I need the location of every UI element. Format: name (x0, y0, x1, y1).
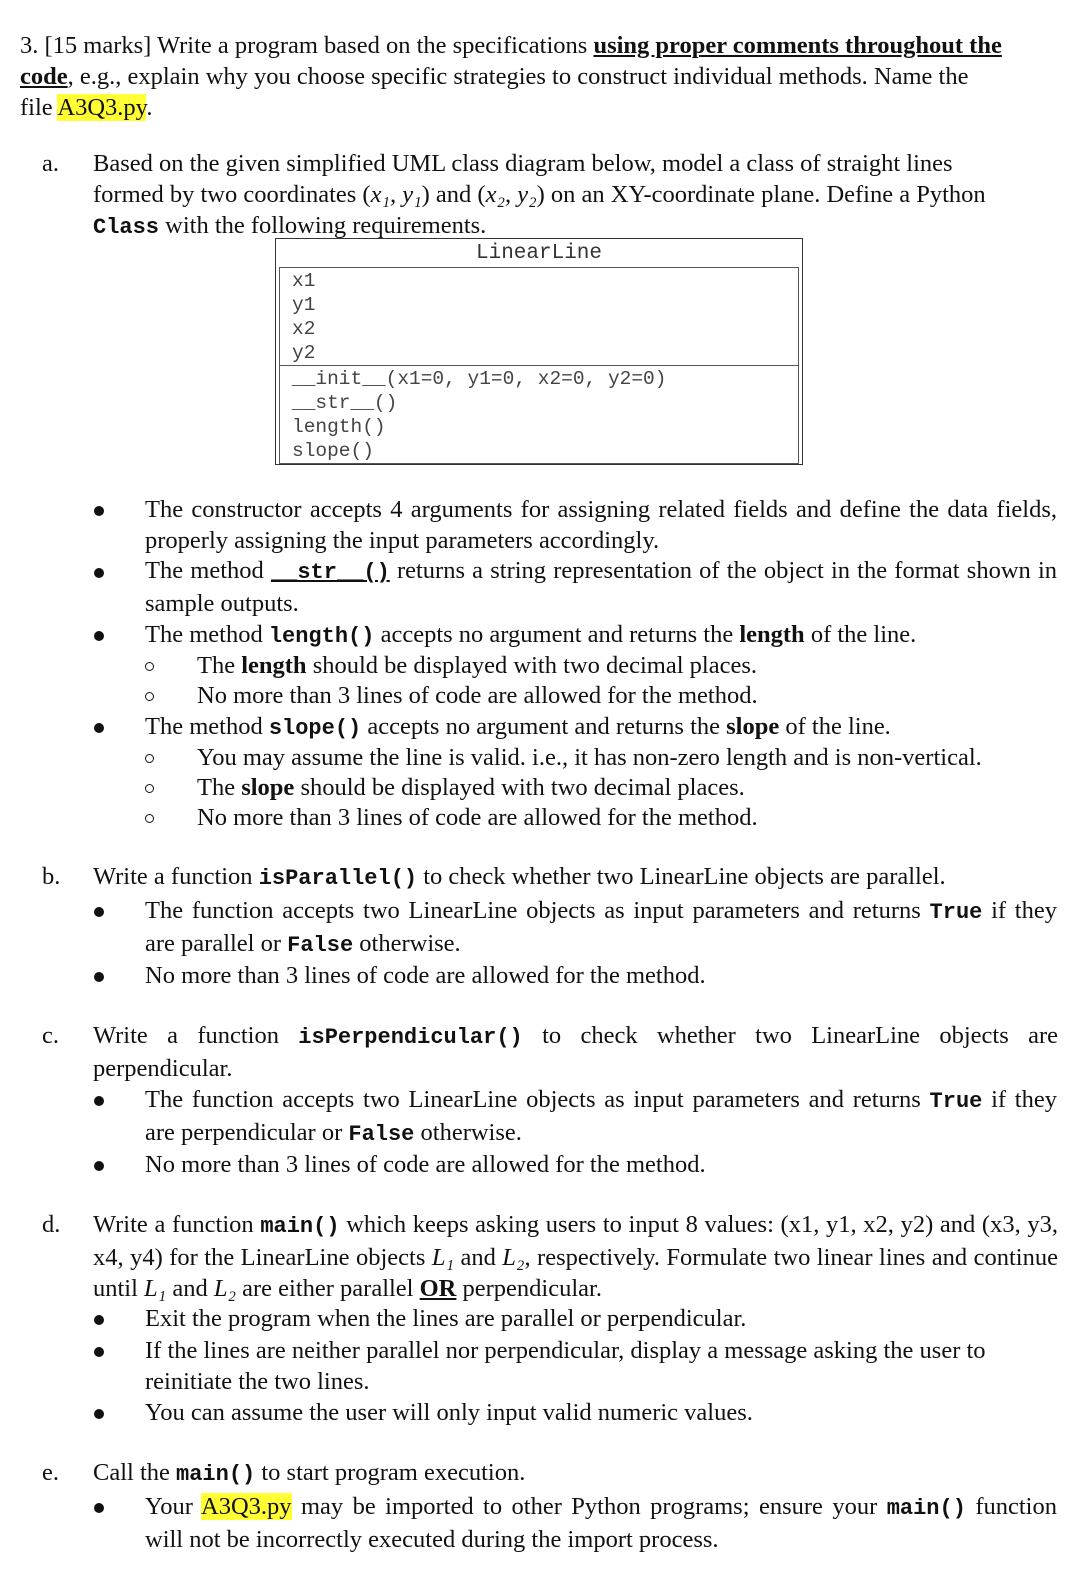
part-e-intro (93, 1457, 1058, 1490)
text: Your (145, 1493, 201, 1520)
text: are either parallel (235, 1275, 420, 1302)
code-false: False (348, 1122, 415, 1147)
uml-field: x1 (292, 270, 316, 292)
part-a-intro-line-1: Based on the given simplified UML class diagram below, model a class of straight lines (93, 150, 953, 177)
line-l2: L₂ (213, 1275, 236, 1302)
header-line-1 (20, 30, 1060, 61)
sub-bullet-icon (145, 814, 154, 823)
header-line-2 (20, 61, 1060, 92)
text: may be imported to other Python programs; ensure your (291, 1493, 887, 1520)
header-line-3 (20, 92, 1060, 123)
bullet-icon (94, 723, 104, 733)
sub-bullet-icon (145, 784, 154, 793)
text: to start program execution. (255, 1459, 526, 1486)
text: Write a function (93, 1211, 261, 1238)
uml-method: length() (292, 416, 386, 438)
bold-term: length (739, 621, 805, 648)
part-a-bullet-3-sub-1 (197, 650, 1057, 681)
code-length: length() (268, 624, 375, 649)
line-l1: L₁ (144, 1275, 167, 1302)
text: otherwise. (353, 930, 461, 957)
part-d-letter: d. (42, 1211, 61, 1238)
text: accepts no argument and returns the (361, 713, 727, 740)
text: The method (145, 713, 269, 740)
text: The (197, 774, 242, 801)
part-c-letter: c. (42, 1022, 59, 1049)
text: Write a function (93, 1022, 299, 1049)
text: of the line. (779, 713, 891, 740)
uml-method: __init__(x1=0, y1=0, x2=0, y2=0) (292, 368, 667, 390)
part-a-bullet-1: The constructor accepts 4 arguments for assigning related fields and define the data fields, properly assigning the input parameters accordingly. (145, 496, 1057, 554)
part-a-bullet-4-sub-1: You may assume the line is valid. i.e., it has non-zero length and is non-vertical. (197, 744, 982, 771)
sub-bullet-icon (145, 662, 154, 671)
part-a-bullet-4-sub-2 (197, 772, 1057, 803)
code-str: __str__() (270, 560, 390, 585)
bullet-icon (94, 972, 104, 982)
part-b-letter: b. (42, 863, 61, 890)
part-e-letter: e. (42, 1459, 59, 1486)
bullet-icon (94, 631, 104, 641)
text: The function accepts two LinearLine objects as input parameters and returns (145, 897, 930, 924)
bullet-icon (94, 1096, 104, 1106)
part-d-bullet-1: Exit the program when the lines are parallel or perpendicular. (145, 1305, 747, 1332)
text: The method (145, 557, 271, 584)
uml-field: y2 (292, 342, 316, 364)
question-header (20, 30, 1060, 123)
bullet-icon (94, 506, 104, 516)
uml-fields-box (279, 267, 799, 366)
bullet-icon (94, 1161, 104, 1171)
code-true: True (929, 1089, 983, 1114)
line-l1: L₁ (431, 1244, 454, 1271)
uml-class-diagram (275, 238, 803, 465)
text: should be displayed with two decimal places. (294, 774, 745, 801)
text: which keeps asking users to input 8 values: (x1, y1, x2, y2) and (x3, y3, x4, y4) for the LinearLine objects (93, 1211, 1058, 1271)
emphasis-underlined: using proper comments throughout the (593, 32, 1002, 59)
code-main: main() (176, 1462, 256, 1487)
text: to check whether two LinearLine objects are parallel. (417, 863, 946, 890)
text: perpendicular. (456, 1275, 602, 1302)
bullet-icon (94, 1409, 104, 1419)
text: ) on an XY-coordinate plane. Define a Python (536, 181, 986, 208)
code-isparallel: isParallel() (258, 866, 418, 891)
uml-method: slope() (292, 440, 374, 462)
part-a-bullet-2 (145, 555, 1057, 619)
uml-field: x2 (292, 318, 316, 340)
header-text-2: , e.g., explain why you choose specific strategies to construct individual methods. Name the (67, 63, 969, 90)
bullet-icon (94, 568, 104, 578)
emphasis-underlined-2: code (20, 63, 68, 90)
highlighted-filename: A3Q3.py (57, 94, 147, 121)
text: formed by two coordinates ( (93, 181, 371, 208)
text: otherwise. (414, 1119, 522, 1146)
text: ) and ( (421, 181, 486, 208)
code-slope: slope() (268, 716, 362, 741)
uml-class-name: LinearLine (475, 242, 603, 265)
part-d-bullet-2: If the lines are neither parallel nor perpendicular, display a message asking the user to reinitiate the two lines. (145, 1337, 986, 1395)
header-text-3: file (20, 94, 58, 121)
sub-bullet-icon (145, 754, 154, 763)
part-a-bullet-3-sub-2: No more than 3 lines of code are allowed for the method. (197, 682, 758, 709)
bold-term: length (241, 652, 307, 679)
bullet-icon (94, 1315, 104, 1325)
sub-bullet-icon (145, 692, 154, 701)
part-a-bullet-3 (145, 619, 1057, 652)
uml-method: __str__() (292, 392, 398, 414)
part-d-bullet-3: You can assume the user will only input valid numeric values. (145, 1399, 753, 1426)
text: if they are parallel or (145, 897, 1057, 957)
code-isperpendicular: isPerpendicular() (298, 1025, 523, 1050)
text: of the line. (804, 621, 917, 648)
text: , respectively. Formulate two linear lines and continue until (93, 1244, 1058, 1302)
part-c-intro (93, 1020, 1058, 1084)
part-a-bullet-4-sub-3: No more than 3 lines of code are allowed for the method. (197, 804, 758, 831)
part-a-letter: a. (42, 150, 59, 177)
part-a-intro (93, 148, 1058, 243)
emphasis-or: OR (419, 1275, 457, 1302)
code-true: True (929, 900, 983, 925)
header-period: . (146, 94, 153, 121)
bold-term: slope (241, 774, 295, 801)
part-d-intro (93, 1209, 1058, 1304)
part-b-bullet-1 (145, 895, 1057, 961)
text: accepts no argument and returns the (374, 621, 740, 648)
text: to check whether two LinearLine objects are perpendicular. (93, 1022, 1058, 1082)
code-false: False (287, 933, 354, 958)
text: The method (145, 621, 269, 648)
bold-term: slope (726, 713, 780, 740)
code-class: Class (93, 215, 160, 240)
uml-field: y1 (292, 294, 316, 316)
part-b-intro (93, 861, 1058, 894)
bullet-icon (94, 1347, 104, 1357)
text: Write a function (93, 863, 259, 890)
part-a-bullet-4 (145, 711, 1057, 744)
bullet-icon (94, 907, 104, 917)
code-main: main() (886, 1496, 966, 1521)
text: The (197, 652, 242, 679)
text: Call the (93, 1459, 177, 1486)
code-main: main() (260, 1214, 340, 1239)
line-l2: L₂ (502, 1244, 525, 1271)
bullet-icon (94, 1503, 104, 1513)
uml-methods-box (279, 365, 799, 464)
part-a-intro-line-2 (93, 179, 1058, 210)
highlighted-filename: A3Q3.py (201, 1493, 292, 1520)
part-c-bullet-1 (145, 1084, 1057, 1150)
part-c-bullet-2: No more than 3 lines of code are allowed for the method. (145, 1151, 706, 1178)
text: and (453, 1244, 503, 1271)
text: function will not be incorrectly executed during the import process. (145, 1493, 1057, 1553)
text: with the following requirements. (159, 212, 487, 239)
header-text: 3. [15 marks] Write a program based on the specifications (20, 32, 594, 59)
part-e-bullet-1 (145, 1491, 1057, 1555)
text: returns a string representation of the object in the format shown in sample outputs. (145, 557, 1058, 617)
coordinate-2: x₂, y₂ (485, 181, 537, 208)
text: and (166, 1275, 214, 1302)
text: should be displayed with two decimal places. (306, 652, 757, 679)
text: if they are perpendicular or (145, 1086, 1057, 1146)
coordinate-1: x₁, y₁ (370, 181, 422, 208)
part-b-bullet-2: No more than 3 lines of code are allowed for the method. (145, 962, 706, 989)
text: The function accepts two LinearLine objects as input parameters and returns (145, 1086, 930, 1113)
